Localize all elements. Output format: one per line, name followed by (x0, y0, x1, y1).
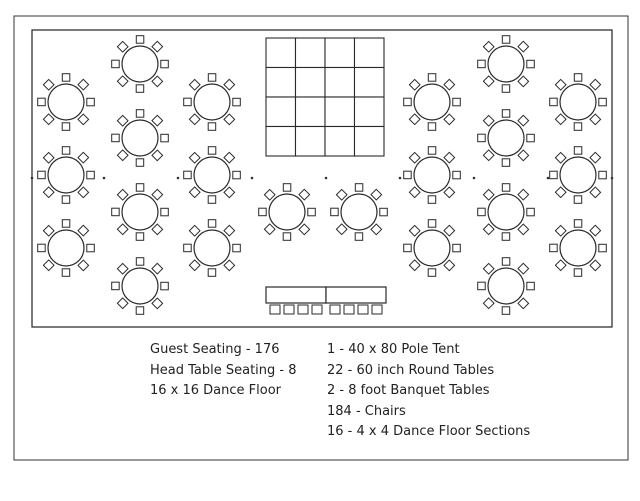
chair (117, 189, 128, 200)
chair (78, 187, 89, 198)
table-top (414, 230, 450, 266)
chair (224, 187, 235, 198)
chair (62, 147, 70, 155)
round-table (38, 220, 95, 277)
chair (43, 225, 54, 236)
chair (117, 224, 128, 235)
chair (189, 187, 200, 198)
chair (483, 189, 494, 200)
chair (550, 171, 558, 179)
chair (371, 224, 382, 235)
chair (444, 79, 455, 90)
chair (404, 98, 412, 106)
table-top (48, 230, 84, 266)
round-table (404, 74, 461, 131)
chair (78, 152, 89, 163)
note-guest-seating: Guest Seating - 176 (150, 342, 280, 357)
table-top (122, 46, 158, 82)
chair (208, 123, 216, 131)
chair (233, 244, 241, 252)
chair (574, 123, 582, 131)
chair (152, 263, 163, 274)
head-table-chair (372, 305, 382, 314)
table-top (48, 157, 84, 193)
chair (62, 269, 70, 277)
notes-left (150, 340, 297, 402)
round-table (38, 74, 95, 131)
chair (161, 282, 169, 290)
banquet-table (326, 287, 386, 303)
chair (224, 152, 235, 163)
chair (453, 244, 461, 252)
chair (483, 298, 494, 309)
round-table (112, 258, 169, 315)
note-round-tables: 22 - 60 inch Round Tables (327, 362, 495, 378)
chair (355, 184, 363, 192)
dance-floor-section (325, 97, 355, 127)
round-table (112, 184, 169, 241)
round-table (404, 220, 461, 277)
chair (208, 147, 216, 155)
table-top (194, 230, 230, 266)
chair (590, 79, 601, 90)
chair (518, 189, 529, 200)
chair (590, 225, 601, 236)
chair (62, 220, 70, 228)
head-table-chair (298, 305, 308, 314)
dance-floor-section (355, 127, 385, 157)
chair (502, 159, 510, 167)
round-table (184, 220, 241, 277)
chair (502, 85, 510, 93)
chair (555, 152, 566, 163)
table-top (194, 84, 230, 120)
chair (233, 98, 241, 106)
dance-floor-section (266, 68, 296, 98)
chair (43, 152, 54, 163)
chair (208, 269, 216, 277)
chair (444, 152, 455, 163)
table-top (560, 84, 596, 120)
head-table (266, 287, 386, 314)
chair (409, 79, 420, 90)
chair (283, 184, 291, 192)
chair (527, 60, 535, 68)
chair (224, 260, 235, 271)
chair (478, 134, 486, 142)
round-table (478, 258, 535, 315)
chair (136, 85, 144, 93)
chair (136, 307, 144, 315)
dance-floor-section (325, 127, 355, 157)
chair (527, 208, 535, 216)
dance-floor-section (296, 68, 326, 98)
chair (152, 298, 163, 309)
chair (224, 225, 235, 236)
chair (502, 184, 510, 192)
chair (518, 115, 529, 126)
dance-floor-section (296, 38, 326, 68)
chair (518, 76, 529, 87)
chair (590, 114, 601, 125)
chair (87, 98, 95, 106)
chair (208, 74, 216, 82)
tent-pole (177, 177, 180, 180)
chair (574, 147, 582, 155)
chair (184, 98, 192, 106)
table-top (269, 194, 305, 230)
round-table (38, 147, 95, 204)
chair (136, 36, 144, 44)
chair (404, 244, 412, 252)
dance-floor-section (325, 38, 355, 68)
table-top (48, 84, 84, 120)
chair (161, 208, 169, 216)
chair (152, 224, 163, 235)
table-top (488, 268, 524, 304)
chair (555, 260, 566, 271)
chair (483, 41, 494, 52)
chair (444, 260, 455, 271)
chair (117, 298, 128, 309)
chair (574, 220, 582, 228)
chair (404, 171, 412, 179)
chair (574, 269, 582, 277)
chair (161, 134, 169, 142)
chair (599, 98, 607, 106)
dance-floor-section (266, 38, 296, 68)
chair (444, 225, 455, 236)
chair (224, 79, 235, 90)
chair (208, 196, 216, 204)
chair (478, 282, 486, 290)
table-top (560, 157, 596, 193)
chair (117, 263, 128, 274)
chair (117, 150, 128, 161)
chair (136, 233, 144, 241)
table-top (122, 194, 158, 230)
dance-floor-section (355, 97, 385, 127)
dance-floor-section (266, 127, 296, 157)
table-top (341, 194, 377, 230)
chair (78, 114, 89, 125)
chair (502, 110, 510, 118)
note-chairs: 184 - Chairs (327, 403, 406, 419)
head-table-chair (270, 305, 280, 314)
chair (478, 60, 486, 68)
round-table (478, 110, 535, 167)
chair (409, 152, 420, 163)
chair (483, 263, 494, 274)
round-table (478, 36, 535, 93)
chair (184, 244, 192, 252)
chair (409, 225, 420, 236)
dance-floor-section (296, 127, 326, 157)
tent-pole (473, 177, 476, 180)
chair (43, 260, 54, 271)
chair (299, 189, 310, 200)
note-head-table-seating: Head Table Seating - 8 (150, 362, 297, 378)
chair (555, 187, 566, 198)
chair (299, 224, 310, 235)
tent-pole (31, 177, 34, 180)
head-table-chair (312, 305, 322, 314)
round-table (331, 184, 388, 241)
tent-pole (611, 177, 614, 180)
chair (336, 224, 347, 235)
chair (62, 196, 70, 204)
chair (409, 260, 420, 271)
chair (184, 171, 192, 179)
tent-pole (251, 177, 254, 180)
chair (152, 150, 163, 161)
table-top (488, 120, 524, 156)
head-table-chair (344, 305, 354, 314)
head-table-chair (330, 305, 340, 314)
chair (38, 244, 46, 252)
chair (62, 123, 70, 131)
chair (590, 260, 601, 271)
chair (38, 171, 46, 179)
round-table (259, 184, 316, 241)
table-top (122, 268, 158, 304)
chair (62, 74, 70, 82)
chair (550, 244, 558, 252)
table-top (488, 46, 524, 82)
chair (233, 171, 241, 179)
chair (189, 79, 200, 90)
chair (43, 79, 54, 90)
chair (478, 208, 486, 216)
round-table (550, 220, 607, 277)
chair (409, 114, 420, 125)
chair (87, 171, 95, 179)
chair (590, 152, 601, 163)
chair (264, 189, 275, 200)
note-tent: 1 - 40 x 80 Pole Tent (327, 342, 460, 357)
chair (189, 225, 200, 236)
round-table (112, 110, 169, 167)
chair (502, 36, 510, 44)
chair (189, 114, 200, 125)
chair (224, 114, 235, 125)
round-table (112, 36, 169, 93)
chair (283, 233, 291, 241)
chair (590, 187, 601, 198)
round-table (184, 74, 241, 131)
chair (428, 74, 436, 82)
chair (599, 171, 607, 179)
round-table (550, 147, 607, 204)
head-table-chair (284, 305, 294, 314)
chair (555, 114, 566, 125)
chair (599, 244, 607, 252)
tent-poles (31, 177, 614, 180)
chair (453, 171, 461, 179)
tent-pole (547, 177, 550, 180)
chair (112, 282, 120, 290)
dance-floor-section (266, 97, 296, 127)
table-top (194, 157, 230, 193)
chair (259, 208, 267, 216)
chair (208, 220, 216, 228)
chair (112, 60, 120, 68)
chair (502, 258, 510, 266)
chair (336, 189, 347, 200)
chair (331, 208, 339, 216)
chair (117, 115, 128, 126)
chair (518, 263, 529, 274)
chair (78, 260, 89, 271)
note-dance-floor-sections: 16 - 4 x 4 Dance Floor Sections (327, 424, 531, 439)
chair (428, 269, 436, 277)
chair (371, 189, 382, 200)
round-table (550, 74, 607, 131)
chair (189, 152, 200, 163)
chair (483, 76, 494, 87)
chair (428, 123, 436, 131)
chair (518, 298, 529, 309)
notes-right (327, 340, 530, 443)
chair (550, 98, 558, 106)
chair (136, 159, 144, 167)
chair (453, 98, 461, 106)
chair (78, 79, 89, 90)
dance-floor-section (296, 97, 326, 127)
chair (555, 79, 566, 90)
chair (555, 225, 566, 236)
chair (112, 208, 120, 216)
chair (483, 115, 494, 126)
chair (444, 187, 455, 198)
dance-floor-section (355, 38, 385, 68)
chair (112, 134, 120, 142)
chair (527, 134, 535, 142)
round-table (478, 184, 535, 241)
round-table (184, 147, 241, 204)
round-table (404, 147, 461, 204)
chair (428, 196, 436, 204)
chair (518, 224, 529, 235)
chair (189, 260, 200, 271)
chair (483, 224, 494, 235)
chair (136, 184, 144, 192)
chair (43, 114, 54, 125)
chair (502, 233, 510, 241)
chair (152, 115, 163, 126)
chair (264, 224, 275, 235)
chair (152, 76, 163, 87)
chair (152, 189, 163, 200)
chair (380, 208, 388, 216)
note-dance-floor: 16 x 16 Dance Floor (150, 383, 282, 398)
chair (308, 208, 316, 216)
chair (574, 196, 582, 204)
chair (78, 225, 89, 236)
table-top (560, 230, 596, 266)
chair (574, 74, 582, 82)
chair (527, 282, 535, 290)
chair (483, 150, 494, 161)
table-top (414, 84, 450, 120)
note-banquet-tables: 2 - 8 foot Banquet Tables (327, 383, 490, 398)
chair (38, 98, 46, 106)
chair (43, 187, 54, 198)
chair (444, 114, 455, 125)
banquet-table (266, 287, 326, 303)
tent-pole (399, 177, 402, 180)
chair (152, 41, 163, 52)
chair (161, 60, 169, 68)
table-top (122, 120, 158, 156)
chair (87, 244, 95, 252)
table-top (414, 157, 450, 193)
chair (502, 307, 510, 315)
dance-floor (266, 38, 384, 156)
chair (136, 110, 144, 118)
chair (428, 220, 436, 228)
chair (428, 147, 436, 155)
head-table-chair (358, 305, 368, 314)
chair (409, 187, 420, 198)
tent-pole (103, 177, 106, 180)
chair (518, 41, 529, 52)
dance-floor-section (355, 68, 385, 98)
chair (136, 258, 144, 266)
chair (355, 233, 363, 241)
chair (117, 76, 128, 87)
chair (518, 150, 529, 161)
dance-floor-section (325, 68, 355, 98)
table-top (488, 194, 524, 230)
tent-pole (325, 177, 328, 180)
chair (117, 41, 128, 52)
